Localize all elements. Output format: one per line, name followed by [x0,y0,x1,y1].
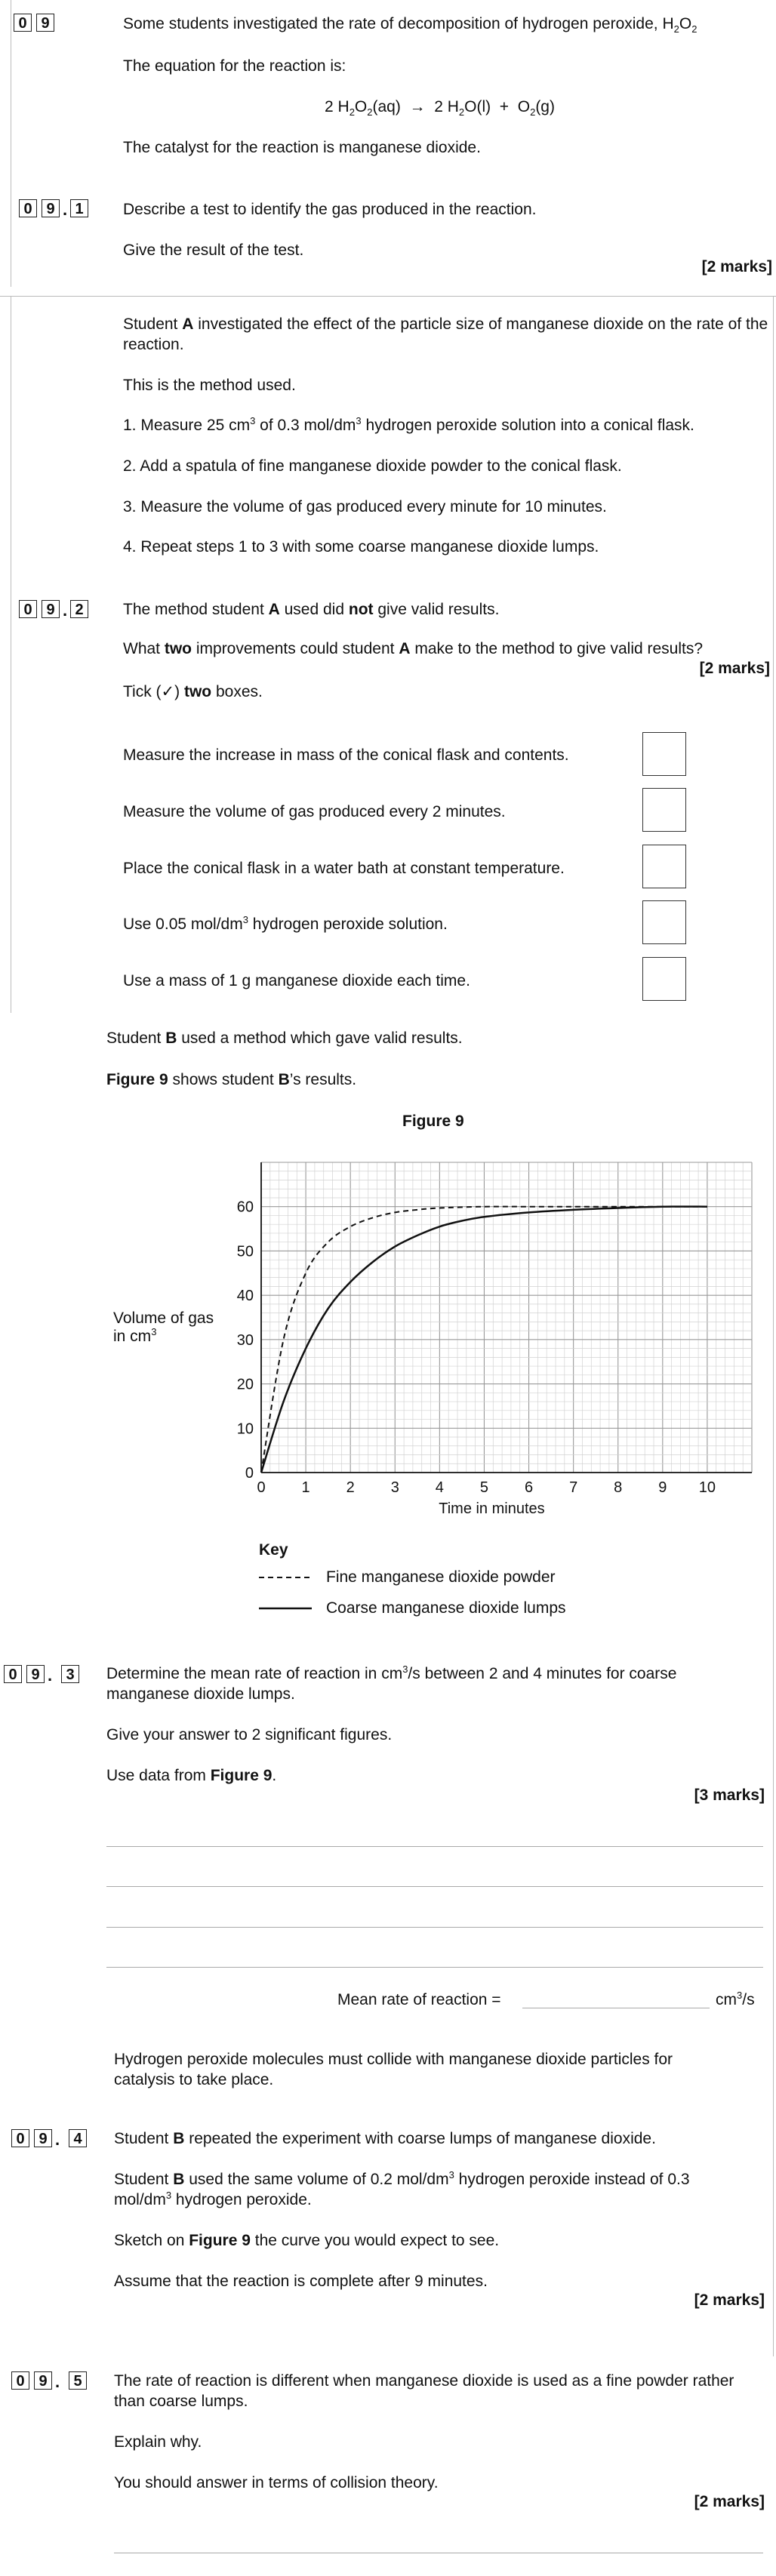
y-tick-label: 10 [236,1420,254,1438]
q093-marks: [3 marks] [694,1787,765,1804]
method-step-3: 3. Measure the volume of gas produced every minute for 10 minutes. [123,498,607,516]
q091-line2: Give the result of the test. [123,242,304,259]
qnum-digit: 9 [26,1665,45,1683]
q094-marks: [2 marks] [694,2291,765,2309]
reaction-equation: 2 $H_2O_2(aq) \to 2$ $H_2O(l) + O_2(g)$ [325,98,555,118]
qnum-digit: 0 [4,1665,22,1683]
qnum-digit: 0 [14,14,32,32]
equation-label: The equation for the reaction is: [123,57,346,75]
q093-line2: Give your answer to 2 significant figures. [106,1726,393,1743]
figure-title: Figure 9 [402,1113,464,1130]
x-tick-label: 3 [390,1479,399,1496]
method-label: This is the method used. [123,377,296,394]
qnum-digit: 9 [42,199,60,217]
x-tick-label: 4 [435,1479,444,1496]
q094-line3: Sketch on Figure 9 the curve you would expect to see. [114,2232,500,2249]
q092-marks: [2 marks] [699,660,770,677]
answer-line[interactable] [106,1927,763,1928]
qnum-digit: 3 [61,1665,79,1683]
chart-ylabel [113,1310,214,1346]
q091-line1: Describe a test to identify the gas produced in the reaction. [123,201,537,218]
margin-line [773,296,774,1013]
qnum-digit: 5 [69,2371,87,2390]
studentA-intro: Student A investigated the effect of the particle size of manganese dioxide on the rate of the reaction. [123,315,768,353]
tick-box[interactable] [642,732,686,776]
option-label: Use 0.05 mol/$dm^3$ hydrogen peroxide solution. [123,914,448,933]
method-step-2: 2. Add a spatula of fine manganese dioxide powder to the conical flask. [123,457,622,475]
qnum-digit: 9 [34,2129,52,2147]
q092-line1: The method student A used did not give valid results. [123,601,500,618]
catalyst-statement: The catalyst for the reaction is manganese dioxide. [123,139,481,156]
key-title: Key [259,1541,288,1559]
ylabel-line2: in $cm^3$ [113,1326,157,1345]
qnum-digit: 0 [19,199,37,217]
qnum-digit: 9 [34,2371,52,2390]
q093-line1: Determine the mean rate of reaction in $cm^3/s$ between 2 and 4 minutes for coarse manganese dioxide lumps. [106,1663,677,1703]
collision-statement: Hydrogen peroxide molecules must collide with manganese dioxide particles for catalysis to take place. [114,2051,673,2088]
qnum-digit: 0 [19,600,37,618]
method-step-1: 1. Measure 25 $cm^3$ of 0.3 mol/$dm^3$ hydrogen peroxide solution into a conical flask. [123,415,694,434]
margin-line [773,1013,774,2356]
answer-line[interactable] [106,1846,763,1847]
y-tick-label: 30 [236,1331,254,1349]
tick-box[interactable] [642,788,686,832]
qnum-digit: 2 [70,600,88,618]
answer-label: Mean rate of reaction = [337,1991,501,2008]
y-tick-label: 0 [245,1465,254,1482]
option-label: Place the conical flask in a water bath at constant temperature. [123,860,565,877]
y-tick-label: 40 [236,1288,254,1305]
studentB-line2: Figure 9 shows student B’s results. [106,1071,357,1088]
ylabel-line1: Volume of gas [113,1310,214,1327]
q092-line2: What two improvements could student A make to the method to give valid results? [123,640,704,657]
q09-intro: Some students investigated the rate of decomposition of hydrogen peroxide, $H_2O_2$ [123,15,697,35]
x-tick-label: 7 [569,1479,578,1496]
qnum-digit: 0 [11,2129,29,2147]
x-axis-label: Time in minutes [439,1500,545,1517]
key-fine-label: Fine manganese dioxide powder [326,1568,556,1586]
tick-instruction: Tick (✓) two boxes. [123,683,263,700]
x-tick-label: 1 [301,1479,310,1496]
y-tick-label: 20 [236,1376,254,1393]
q091-marks: [2 marks] [701,258,772,275]
q095-line1: The rate of reaction is different when manganese dioxide is used as a fine powder rather than coarse lumps. [114,2372,734,2410]
x-tick-label: 5 [479,1479,489,1496]
qnum-digit: 0 [11,2371,29,2390]
tick-box[interactable] [642,900,686,944]
y-tick-label: 50 [236,1243,254,1260]
x-tick-label: 0 [257,1479,266,1496]
q094-line2: Student B used the same volume of 0.2 mol/$dm^3$ hydrogen peroxide instead of 0.3 mol/$dm^3$ hydrogen peroxide. [114,2169,690,2208]
option-label: Measure the volume of gas produced every 2 minutes. [123,803,506,820]
x-tick-label: 6 [524,1479,534,1496]
x-tick-label: 10 [698,1479,716,1496]
q093-line3: Use data from Figure 9. [106,1767,277,1784]
q095-line3: You should answer in terms of collision theory. [114,2474,439,2491]
divider [0,296,776,297]
tick-box[interactable] [642,957,686,1001]
option-label: Use a mass of 1 g manganese dioxide each time. [123,972,470,989]
key-coarse-label: Coarse manganese dioxide lumps [326,1599,566,1617]
tick-box[interactable] [642,845,686,888]
y-tick-label: 60 [236,1199,254,1216]
key-dashed-swatch [259,1568,313,1587]
key-solid-swatch [259,1599,313,1617]
qnum-digit: 1 [70,199,88,217]
qnum-digit: 9 [36,14,54,32]
studentB-line1: Student B used a method which gave valid results. [106,1029,463,1047]
answer-unit: $cm^3/s$ [716,1990,755,2008]
x-tick-label: 2 [346,1479,355,1496]
q094-line1: Student B repeated the experiment with coarse lumps of manganese dioxide. [114,2130,656,2147]
option-label: Measure the increase in mass of the conical flask and contents. [123,746,569,764]
x-tick-label: 9 [658,1479,667,1496]
qnum-digit: 9 [42,600,60,618]
q094-line4: Assume that the reaction is complete after 9 minutes. [114,2273,488,2290]
answer-line[interactable] [106,1886,763,1887]
q095-line2: Explain why. [114,2433,202,2451]
qnum-digit: 4 [69,2129,87,2147]
answer-line[interactable] [106,1967,763,1968]
q095-marks: [2 marks] [694,2493,765,2510]
method-step-4: 4. Repeat steps 1 to 3 with some coarse manganese dioxide lumps. [123,538,599,556]
x-tick-label: 8 [614,1479,623,1496]
